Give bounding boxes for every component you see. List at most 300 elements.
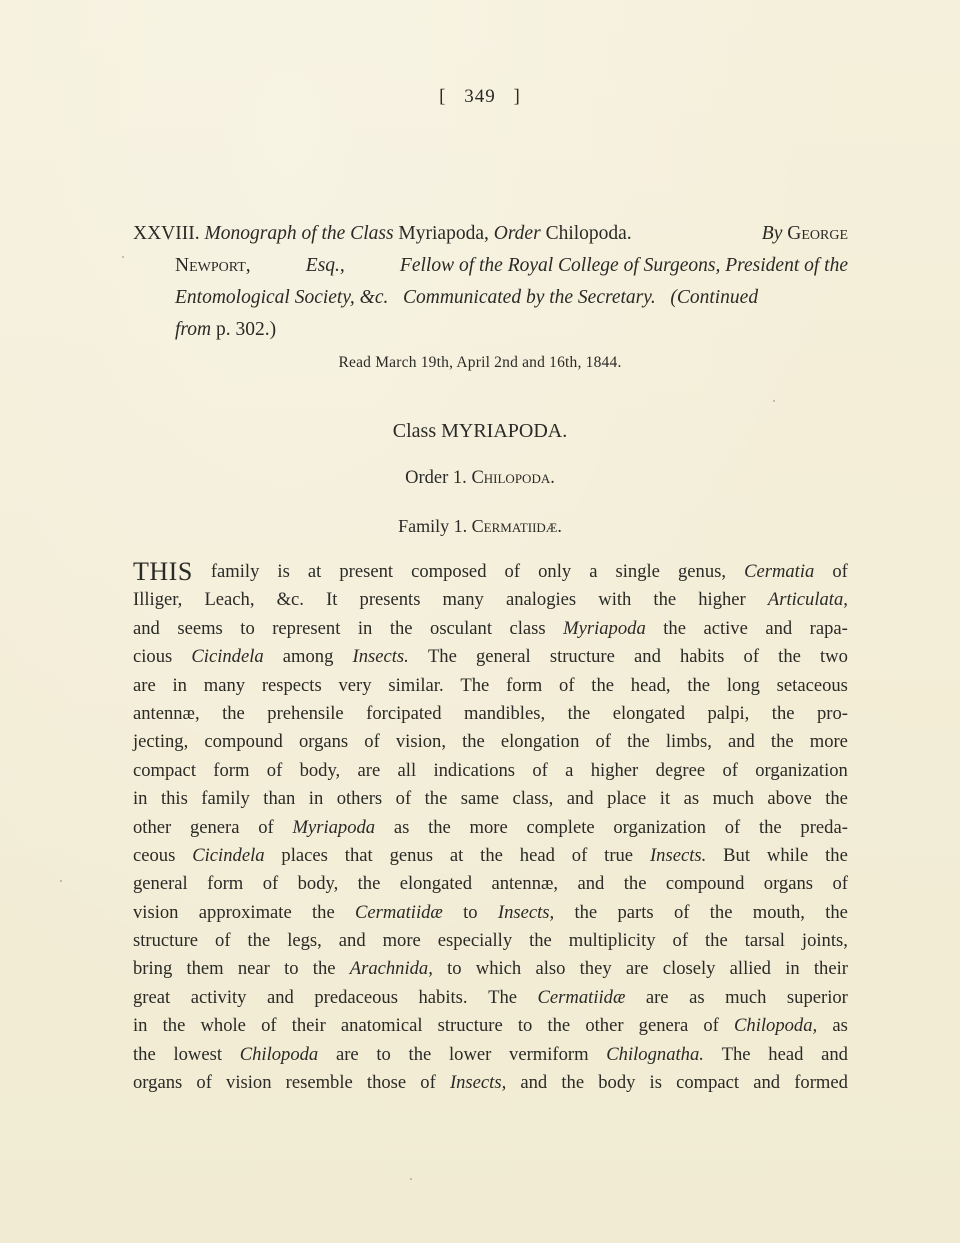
body-word: in (133, 788, 148, 810)
body-line (133, 927, 848, 955)
body-word: the (623, 873, 647, 895)
body-word: head (768, 1043, 804, 1065)
body-word: lower (448, 1043, 492, 1065)
body-line (133, 558, 848, 586)
body-italic-term: Insects, (497, 901, 555, 923)
body-italic-term: Chilognatha. (606, 1043, 704, 1065)
body-word: resemble (285, 1072, 353, 1094)
body-word: preda- (800, 816, 848, 838)
body-word: true (604, 844, 634, 866)
body-word: of (364, 731, 380, 753)
body-word: compact (676, 1072, 740, 1094)
body-word: to (517, 1015, 533, 1037)
body-word: Illiger, (133, 589, 183, 611)
body-word: and (577, 873, 605, 895)
body-word: the (424, 788, 448, 810)
body-line (133, 586, 848, 614)
body-word: single (615, 561, 660, 582)
body-line (133, 814, 848, 842)
body-word: of (532, 759, 548, 781)
body-word: of (504, 561, 521, 582)
body-word: The (721, 1043, 751, 1065)
article-communicated: Communicated by the Secretary. (403, 287, 656, 308)
body-word: compound (665, 873, 745, 895)
body-word: at (449, 844, 464, 866)
body-word: the (561, 1072, 585, 1094)
body-word: prehensile (267, 702, 344, 724)
body-word: to (284, 958, 299, 980)
body-italic-term: Chilopoda (239, 1043, 319, 1065)
article-heading-line-1 (133, 218, 848, 250)
body-italic-term: Cermatiidæ (537, 986, 626, 1008)
body-word: legs, (287, 930, 322, 952)
body-line (133, 700, 848, 728)
body-word: and (821, 1043, 848, 1065)
family-name: Cermatiidæ. (471, 516, 562, 536)
body-word: are (357, 759, 381, 781)
body-word: and (753, 1072, 781, 1094)
body-word: genera (189, 816, 240, 838)
body-line (133, 672, 848, 700)
article-society: Entomological Society, &c. (175, 287, 389, 308)
body-word: similar. (388, 674, 444, 696)
body-word: structure (549, 646, 615, 668)
page-number (0, 86, 960, 108)
body-word: to (376, 1043, 391, 1065)
body-word: and (520, 1072, 548, 1094)
body-word: vision (226, 1072, 272, 1094)
body-word: and (266, 986, 294, 1008)
body-word: the (162, 1015, 186, 1037)
body-word: elongation (500, 731, 580, 753)
body-word: more (469, 816, 508, 838)
body-word: of (266, 759, 283, 781)
body-word: many (442, 589, 484, 611)
paper-speck (60, 880, 62, 882)
body-word: bring (133, 958, 173, 980)
article-fellow: Fellow of the Royal College of Surgeons, President of the (399, 255, 848, 276)
body-word: activity (190, 986, 247, 1008)
class-title: Class MYRIAPODA. (392, 420, 568, 442)
body-word: of (595, 731, 611, 753)
body-word: and (133, 617, 160, 639)
body-word: of (832, 561, 848, 582)
article-from: from (175, 319, 212, 340)
article-heading (133, 218, 848, 346)
body-word: the (709, 901, 733, 923)
body-word: above (767, 788, 812, 810)
body-italic-term: Insects, (449, 1072, 507, 1094)
body-word: body, (299, 759, 341, 781)
body-word: head (519, 844, 555, 866)
body-word: long (726, 674, 760, 696)
page-number-open-bracket: [ (439, 86, 447, 107)
body-word: compact (133, 759, 196, 781)
body-word: many (203, 674, 246, 696)
article-from-page: p. 302.) (216, 319, 277, 340)
body-word: higher (590, 759, 639, 781)
body-word: palpi, (707, 702, 750, 724)
body-line (133, 1041, 848, 1069)
body-word: family (210, 561, 260, 582)
body-word: the (222, 702, 245, 724)
body-word: structure (133, 930, 199, 952)
body-word: other (133, 816, 172, 838)
body-word: all (397, 759, 417, 781)
body-word: respects (261, 674, 322, 696)
body-word: presents (359, 589, 421, 611)
body-word: organs (298, 731, 349, 753)
body-line (133, 757, 848, 785)
body-word: whole (200, 1015, 246, 1037)
body-word: places (281, 844, 328, 866)
body-line (133, 785, 848, 813)
body-word: indications (433, 759, 516, 781)
body-word: are (133, 674, 156, 696)
body-italic-term: Chilopoda, (734, 1015, 818, 1037)
body-word: of (722, 759, 738, 781)
body-line (133, 955, 848, 983)
body-word: mandibles, (464, 702, 546, 724)
body-word: the (247, 930, 271, 952)
body-word: the (547, 1015, 571, 1037)
body-word: is (277, 561, 290, 582)
body-word: genera (638, 1015, 689, 1037)
body-word: superior (786, 986, 848, 1008)
body-word: while (766, 844, 809, 866)
body-word: others (336, 788, 383, 810)
body-word: their (813, 958, 848, 980)
body-paragraph (133, 558, 848, 1097)
body-word: the (771, 702, 795, 724)
body-word: pro- (816, 702, 848, 724)
body-word: those (366, 1072, 407, 1094)
body-word: very (338, 674, 372, 696)
body-word: in (357, 617, 373, 639)
body-word: antennæ, (491, 873, 559, 895)
body-word: the (389, 617, 413, 639)
body-word: and (566, 788, 594, 810)
body-line (133, 842, 848, 870)
body-word: habits (680, 646, 725, 668)
body-word: allied (729, 958, 771, 980)
order-name: Chilopoda. (471, 468, 555, 488)
body-word: composed (411, 561, 487, 582)
body-word: the (357, 873, 381, 895)
body-word: the (312, 901, 335, 923)
body-word: than (263, 788, 296, 810)
body-word: in (172, 674, 187, 696)
body-word: as (832, 1015, 848, 1037)
body-italic-term: Insects. (352, 646, 409, 668)
body-word: are (625, 958, 649, 980)
body-word: as (689, 986, 705, 1008)
body-word: much (725, 986, 767, 1008)
body-word: the (480, 844, 503, 866)
body-word: approximate (198, 901, 292, 923)
body-word: the (825, 901, 848, 923)
article-heading-line-3 (133, 282, 848, 314)
body-word: parts (617, 901, 654, 923)
body-word: vision (133, 901, 179, 923)
article-class-name: Myriapoda, (398, 223, 489, 244)
body-word: to (447, 958, 462, 980)
article-author-first: George (787, 223, 848, 244)
body-word: the (133, 1043, 156, 1065)
article-order-italic: Order (493, 223, 541, 244)
body-word: of (196, 1072, 212, 1094)
body-italic-term: Myriapoda (292, 816, 376, 838)
body-word: the (825, 788, 848, 810)
body-word: analogies (505, 589, 577, 611)
body-word: predaceous (314, 986, 398, 1008)
body-word: of (832, 873, 848, 895)
body-word: limbs, (665, 731, 712, 753)
body-word: the (687, 674, 711, 696)
article-esq: Esq., (305, 255, 345, 276)
article-heading-line-4 (133, 314, 848, 346)
body-line (133, 1012, 848, 1040)
body-word: them (186, 958, 224, 980)
body-word: the (627, 731, 650, 753)
body-word: in (785, 958, 800, 980)
body-word: class (509, 617, 546, 639)
body-word: only (538, 561, 572, 582)
body-word: organization (613, 816, 706, 838)
body-word: of (724, 816, 741, 838)
body-word: the (574, 901, 598, 923)
body-italic-term: Cicindela (192, 844, 265, 866)
body-italic-term: Insects. (649, 844, 707, 866)
body-word: and (634, 646, 661, 668)
body-word: two (820, 646, 848, 668)
body-word: &c. (276, 589, 304, 611)
body-word: form (213, 759, 250, 781)
paper-speck (773, 400, 775, 402)
body-word: organization (755, 759, 848, 781)
body-word: in (133, 1015, 148, 1037)
body-word: more (809, 731, 848, 753)
body-word: to (240, 617, 255, 639)
body-word: the (770, 731, 794, 753)
body-word: as (393, 816, 410, 838)
body-word: of (559, 674, 575, 696)
body-word: class, (512, 788, 554, 810)
body-word: vision, (395, 731, 446, 753)
body-word: The (427, 646, 457, 668)
body-word: jecting, (133, 731, 189, 753)
body-word: body, (297, 873, 339, 895)
body-word: which (475, 958, 522, 980)
article-by: By (761, 223, 783, 244)
body-word: anatomical (340, 1015, 423, 1037)
body-word: also (535, 958, 566, 980)
body-word: to (463, 901, 478, 923)
body-word: the (312, 958, 336, 980)
body-word: a (565, 759, 574, 781)
body-word: elongated (612, 702, 686, 724)
body-dropcap: THIS (133, 557, 193, 586)
body-word: of (395, 788, 412, 810)
order-prefix: Order 1. (405, 468, 467, 488)
body-word: of (703, 1015, 719, 1037)
article-order-name: Chilopoda. (545, 223, 632, 244)
body-word: higher (698, 589, 746, 611)
body-word: other (585, 1015, 624, 1037)
body-word: form (207, 873, 244, 895)
body-word: setaceous (776, 674, 848, 696)
body-word: structure (437, 1015, 503, 1037)
body-word: joints, (801, 930, 848, 952)
body-word: of (672, 930, 689, 952)
body-italic-term: Cermatiidæ (355, 901, 443, 923)
body-word: more (382, 930, 421, 952)
body-word: near (237, 958, 270, 980)
body-word: among (282, 646, 334, 668)
body-italic-term: Cermatia (744, 561, 815, 582)
body-word: of (743, 646, 760, 668)
body-word: and (765, 617, 793, 639)
body-word: and (338, 930, 366, 952)
body-word: rapa- (809, 617, 848, 639)
article-heading-line-2 (133, 250, 848, 282)
body-word: compound (204, 731, 283, 753)
body-word: the (778, 646, 801, 668)
body-word: a (589, 561, 598, 582)
body-word: The (488, 986, 518, 1008)
body-word: represent (272, 617, 341, 639)
body-italic-term: Articulata, (767, 589, 848, 611)
body-line (133, 870, 848, 898)
body-word: the (428, 816, 451, 838)
body-word: they (579, 958, 612, 980)
body-word: the (653, 589, 677, 611)
body-word: the (462, 731, 485, 753)
body-italic-term: Myriapoda (563, 617, 646, 639)
body-word: head, (630, 674, 671, 696)
body-word: organs (763, 873, 814, 895)
body-word: with (598, 589, 632, 611)
page-number-close-bracket: ] (513, 86, 521, 107)
body-word: as (683, 788, 700, 810)
read-date-line: Read March 19th, April 2nd and 16th, 1844. (338, 354, 622, 371)
body-word: same (460, 788, 500, 810)
body-word: and (727, 731, 755, 753)
body-word: lowest (173, 1043, 222, 1065)
body-word: family (201, 788, 250, 810)
body-word: habits. (418, 986, 468, 1008)
article-author-last: Newport, (175, 255, 251, 276)
body-word: the (529, 930, 552, 952)
body-italic-term: Cicindela (191, 646, 264, 668)
body-word: that (344, 844, 373, 866)
body-word: osculant (430, 617, 492, 639)
body-word: much (712, 788, 754, 810)
body-line (133, 899, 848, 927)
paper-speck (122, 256, 124, 258)
body-word: are (335, 1043, 359, 1065)
body-word: vermiform (509, 1043, 589, 1065)
article-title-italic: Monograph of the Class (204, 223, 394, 244)
body-word: in (308, 788, 324, 810)
body-word: antennæ, (133, 702, 200, 724)
family-title (0, 516, 960, 537)
body-word: organs (133, 1072, 183, 1094)
body-word: the (567, 702, 591, 724)
body-word: complete (526, 816, 595, 838)
body-word: closely (662, 958, 716, 980)
body-word: seems (177, 617, 223, 639)
body-word: the (758, 816, 782, 838)
body-word: are (645, 986, 669, 1008)
body-word: elongated (399, 873, 473, 895)
body-word: great (133, 986, 171, 1008)
body-line (133, 1069, 848, 1097)
body-word: genus (389, 844, 433, 866)
body-word: Leach, (204, 589, 255, 611)
body-word: of (215, 930, 231, 952)
body-word: degree (655, 759, 706, 781)
body-word: of (571, 844, 588, 866)
body-word: of (262, 873, 279, 895)
body-word: is (649, 1072, 662, 1094)
body-word: cious (133, 646, 173, 668)
body-word: body (598, 1072, 636, 1094)
body-word: the (825, 844, 848, 866)
body-word: active (703, 617, 748, 639)
page-number-value: 349 (464, 86, 496, 107)
body-word: general (475, 646, 531, 668)
body-word: of (261, 1015, 277, 1037)
body-word: at (307, 561, 322, 582)
body-word: the (663, 617, 686, 639)
body-word: the (705, 930, 728, 952)
article-numeral: XXVIII. (133, 223, 200, 244)
family-prefix: Family 1. (398, 516, 468, 536)
body-word: It (326, 589, 338, 611)
body-word: multiplicity (568, 930, 656, 952)
body-word: mouth, (752, 901, 805, 923)
body-line (133, 728, 848, 756)
body-word: ceous (133, 844, 176, 866)
body-word: the (591, 674, 615, 696)
body-word: genus, (677, 561, 727, 582)
body-line (133, 984, 848, 1012)
body-word: tarsal (744, 930, 785, 952)
body-line (133, 615, 848, 643)
body-word: of (420, 1072, 436, 1094)
body-word: this (160, 788, 188, 810)
body-word: formed (794, 1072, 848, 1094)
order-title (0, 468, 960, 489)
body-word: forcipated (366, 702, 442, 724)
body-word: form (506, 674, 543, 696)
body-word: But (723, 844, 751, 866)
body-word: of (258, 816, 274, 838)
article-continued: (Continued (670, 287, 759, 308)
body-italic-term: Arachnida, (349, 958, 433, 980)
body-word: place (607, 788, 647, 810)
body-line (133, 643, 848, 671)
body-word: especially (437, 930, 513, 952)
body-word: general (133, 873, 188, 895)
paper-speck (410, 1178, 412, 1180)
body-word: present (339, 561, 394, 582)
body-word: the (408, 1043, 432, 1065)
body-word: it (659, 788, 671, 810)
body-word: their (291, 1015, 326, 1037)
body-word: of (673, 901, 690, 923)
